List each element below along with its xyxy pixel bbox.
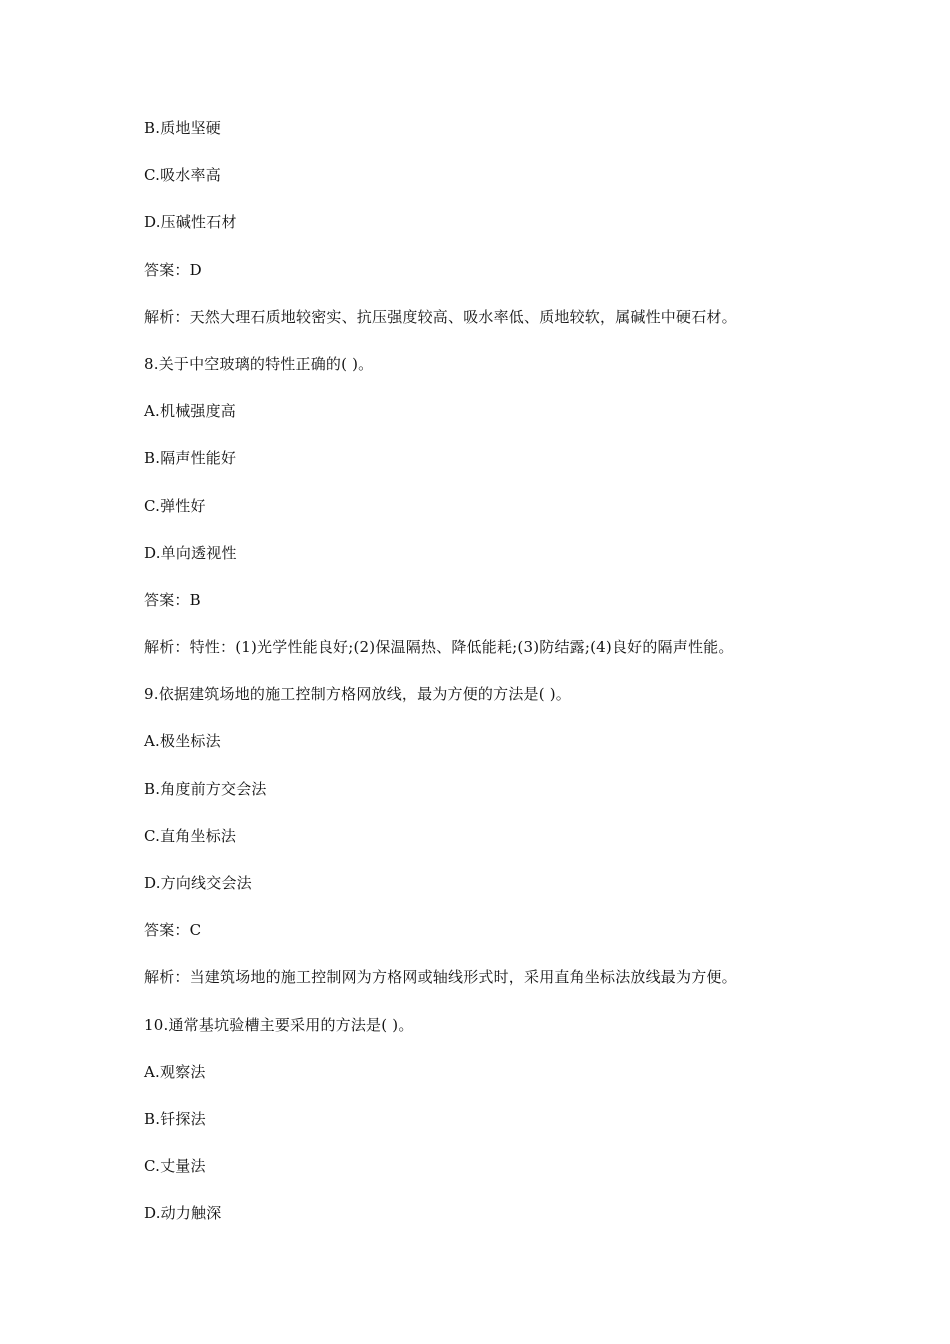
analysis-8: 解析：特性：(1)光学性能良好;(2)保温隔热、降低能耗;(3)防结露;(4)良好的隔声性能。 [144,638,734,657]
document-body [144,114,824,1247]
answer-9: 答案：C [144,921,202,940]
analysis-9: 解析：当建筑场地的施工控制网为方格网或轴线形式时，采用直角坐标法放线最为方便。 [144,968,737,987]
option-8c: C.弹性好 [144,496,206,515]
question-10: 10.通常基坑验槽主要采用的方法是( )。 [144,1015,414,1034]
option-7d: D.压碱性石材 [144,213,237,232]
option-9a: A.极坐标法 [144,732,221,751]
option-10c: C.丈量法 [144,1157,206,1176]
question-8: 8.关于中空玻璃的特性正确的( )。 [144,354,374,373]
option-8b: B.隔声性能好 [144,449,237,468]
option-8d: D.单向透视性 [144,543,237,562]
answer-7: 答案：D [144,260,202,279]
option-9d: D.方向线交会法 [144,874,252,892]
option-10a: A.观察法 [144,1062,206,1081]
option-8a: A.机械强度高 [144,402,237,421]
analysis-7: 解析：天然大理石质地较密实、抗压强度较高、吸水率低、质地较软，属碱性中硬石材。 [144,307,737,326]
option-10d: D.动力触深 [144,1204,222,1223]
option-7b: B.质地坚硬 [144,119,221,137]
question-9: 9.依据建筑场地的施工控制方格网放线，最为方便的方法是( )。 [144,685,571,704]
option-10b: B.钎探法 [144,1109,206,1128]
option-7c: C.吸水率高 [144,166,221,185]
option-9b: B.角度前方交会法 [144,779,267,798]
option-9c: C.直角坐标法 [144,826,237,845]
answer-8: 答案：B [144,590,201,609]
